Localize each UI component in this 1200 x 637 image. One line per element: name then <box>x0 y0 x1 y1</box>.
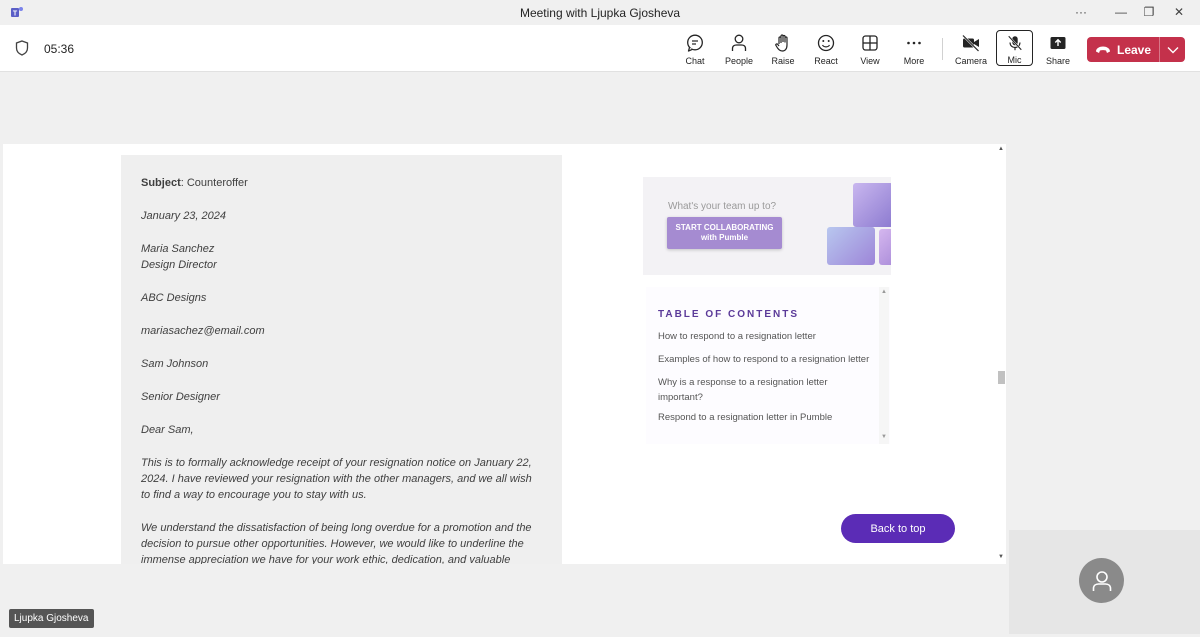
raise-hand-button[interactable] <box>763 29 803 67</box>
recipient-title: Design Director <box>141 259 217 271</box>
avatar <box>1079 558 1124 603</box>
more-dots-icon <box>904 33 924 53</box>
svg-text:T: T <box>12 10 18 18</box>
letter-recipient <box>141 241 542 273</box>
pumble-ad-banner[interactable] <box>643 177 891 275</box>
window-title: Meeting with Ljupka Gjosheva <box>519 6 681 20</box>
title-bar <box>0 0 1200 25</box>
toc-link[interactable]: How to respond to a resignation letter <box>658 331 816 342</box>
letter-subject <box>141 175 542 191</box>
shield-icon[interactable] <box>15 40 29 56</box>
ad-illustration <box>827 227 875 265</box>
leave-options-button[interactable] <box>1160 37 1185 62</box>
view-button-label: View <box>860 56 880 66</box>
raise-hand-icon <box>773 33 793 53</box>
scroll-up-icon[interactable]: ▲ <box>998 146 1004 152</box>
meeting-timer: 05:36 <box>44 42 75 56</box>
chevron-down-icon <box>1167 46 1179 54</box>
letter-document <box>121 155 562 564</box>
letter-email: mariasachez@email.com <box>141 325 265 337</box>
more-button[interactable] <box>894 29 934 67</box>
toc-scrollbar[interactable] <box>879 287 889 444</box>
paragraph-2-line: We understand the dissatisfaction of being long overdue for a promotion and the <box>141 522 532 534</box>
letter-sender-title: Senior Designer <box>141 391 220 403</box>
chat-button-label: Chat <box>685 56 705 66</box>
mic-button-label: Mic <box>1007 55 1022 65</box>
cta-line-2: with Pumble <box>700 233 749 242</box>
start-collaborating-button[interactable] <box>667 217 782 249</box>
mic-button[interactable] <box>996 30 1033 66</box>
people-icon <box>729 33 749 53</box>
camera-button[interactable] <box>951 29 991 67</box>
paragraph-2-line: immense appreciation we have for your work ethic, dedication, and valuable <box>141 554 511 564</box>
grid-view-icon <box>860 33 880 53</box>
paragraph-1-line: to find a way to encourage you to stay with us. <box>141 489 367 501</box>
more-dots-icon[interactable]: ··· <box>1075 5 1087 19</box>
phone-hangup-icon <box>1095 45 1111 55</box>
toc-link[interactable]: Examples of how to respond to a resignation letter <box>658 354 870 365</box>
letter-sender-name: Sam Johnson <box>141 358 209 370</box>
subject-label: Subject <box>141 177 181 189</box>
people-button-label: People <box>724 56 754 66</box>
recipient-name: Maria Sanchez <box>141 243 215 255</box>
ad-illustration <box>879 229 891 265</box>
smiley-icon <box>816 33 836 53</box>
chat-icon <box>685 33 705 53</box>
paragraph-2-line: decision to pursue other opportunities. However, we would like to underline the <box>141 538 524 550</box>
shared-screen <box>3 144 1006 564</box>
view-button[interactable] <box>850 29 890 67</box>
letter-paragraph-2 <box>141 520 542 564</box>
toolbar-divider <box>942 38 943 60</box>
scrollbar-thumb[interactable] <box>998 371 1005 384</box>
toc-link[interactable]: Respond to a resignation letter in Pumble <box>658 412 833 423</box>
participant-tile[interactable] <box>1009 530 1200 634</box>
meeting-toolbar <box>0 25 1200 72</box>
paragraph-1-line: 2024. I have reviewed your resignation with the other managers, and we all wish <box>141 473 532 485</box>
minimize-icon[interactable]: — <box>1115 5 1127 19</box>
letter-salutation: Dear Sam, <box>141 424 194 436</box>
people-button[interactable] <box>719 29 759 67</box>
scroll-down-icon[interactable]: ▼ <box>881 434 887 440</box>
react-button[interactable] <box>806 29 846 67</box>
close-icon[interactable]: ✕ <box>1173 5 1185 19</box>
cta-line-1: START COLLABORATING <box>675 223 774 232</box>
toc-link[interactable]: Why is a response to a resignation letter important? <box>658 377 828 403</box>
raise-button-label: Raise <box>771 56 795 66</box>
camera-off-icon <box>961 33 981 53</box>
letter-company: ABC Designs <box>141 292 207 304</box>
chat-button[interactable] <box>675 29 715 67</box>
person-icon <box>1089 568 1115 594</box>
more-button-label: More <box>903 56 925 66</box>
camera-button-label: Camera <box>954 56 987 66</box>
page-scrollbar[interactable] <box>997 144 1006 564</box>
scroll-up-icon[interactable]: ▲ <box>881 289 887 295</box>
participant-name-tag: Ljupka Gjosheva <box>9 609 94 628</box>
ad-illustration <box>853 183 891 227</box>
table-of-contents <box>646 287 890 444</box>
leave-main[interactable] <box>1087 37 1159 62</box>
paragraph-1-line: This is to formally acknowledge receipt of your resignation notice on January 22, <box>141 457 532 469</box>
ad-question: What's your team up to? <box>668 201 777 212</box>
share-tray-icon <box>1048 33 1068 53</box>
share-button[interactable] <box>1038 29 1078 67</box>
share-button-label: Share <box>1045 56 1071 66</box>
leave-label: Leave <box>1116 42 1152 57</box>
mic-off-icon <box>1005 34 1025 52</box>
letter-date: January 23, 2024 <box>141 210 227 222</box>
back-to-top-button[interactable]: Back to top <box>841 514 955 543</box>
toc-heading: TABLE OF CONTENTS <box>658 309 800 320</box>
letter-paragraph-1 <box>141 455 542 503</box>
react-button-label: React <box>814 56 838 66</box>
scroll-down-icon[interactable]: ▼ <box>998 554 1004 560</box>
restore-icon[interactable]: ❐ <box>1143 5 1155 19</box>
subject-value: : Counteroffer <box>180 177 248 189</box>
leave-button[interactable] <box>1087 37 1185 62</box>
